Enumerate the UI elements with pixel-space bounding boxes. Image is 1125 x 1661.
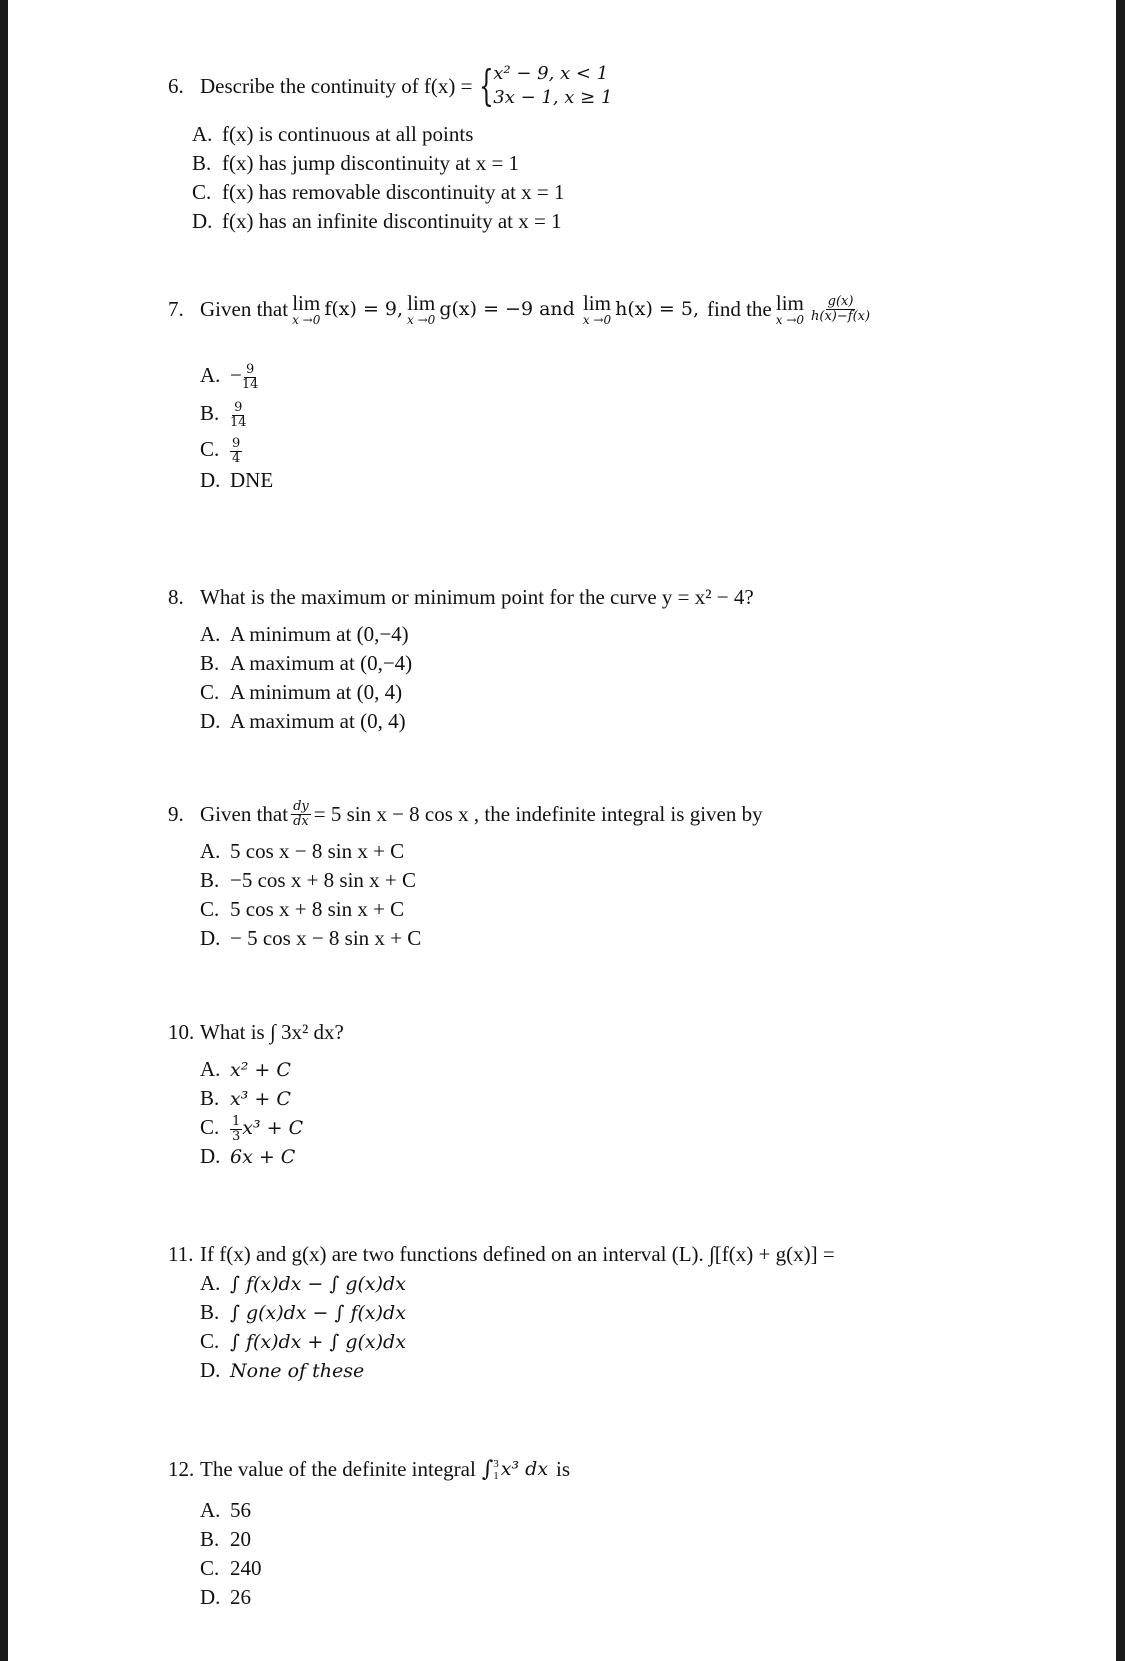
left-page-border <box>0 0 8 1661</box>
limit-target: lim x →0 <box>775 291 805 327</box>
option-b[interactable] <box>192 149 612 178</box>
option-d[interactable] <box>200 1583 570 1612</box>
question-prompt-start: The value of the definite integral <box>200 1457 476 1481</box>
question-10 <box>168 1018 344 1171</box>
option-text: A maximum at (0,−4) <box>230 651 413 675</box>
question-12-stem <box>168 1455 570 1484</box>
question-9 <box>168 800 763 953</box>
options-list <box>200 620 754 736</box>
question-7 <box>168 292 873 495</box>
options-list <box>200 1496 570 1612</box>
option-text: 5 cos x − 8 sin x + C <box>230 839 405 863</box>
option-a[interactable] <box>200 1269 835 1298</box>
option-text: 240 <box>230 1556 262 1580</box>
question-8 <box>168 583 754 736</box>
option-d[interactable] <box>200 1356 835 1385</box>
option-text: x³ + C <box>242 1117 304 1139</box>
integral-limits: 3 1 <box>493 1457 499 1482</box>
option-letter: A. <box>200 1057 221 1081</box>
option-letter: A. <box>200 1271 221 1295</box>
question-12 <box>168 1455 570 1612</box>
option-a[interactable] <box>200 356 873 394</box>
limit-f: lim x →0 <box>292 291 321 327</box>
option-text: None of these <box>230 1360 365 1382</box>
document-page <box>8 0 1116 1661</box>
limit-g-value: g(x) = −9 and <box>439 297 575 320</box>
option-letter: B. <box>200 1300 220 1324</box>
option-text: ∫ f(x)dx − ∫ g(x)dx <box>230 1273 406 1295</box>
piecewise-brace: { <box>478 61 494 110</box>
question-prompt-end: is <box>556 1457 571 1481</box>
question-11-stem <box>168 1240 835 1269</box>
option-sign: − <box>230 363 242 387</box>
option-letter: C. <box>200 680 220 704</box>
option-a[interactable] <box>192 120 612 149</box>
option-d[interactable] <box>200 466 873 495</box>
options-list <box>200 356 873 495</box>
option-text: 26 <box>230 1585 251 1609</box>
piecewise-case-1: x² − 9, x < 1 <box>493 63 609 84</box>
option-b[interactable] <box>200 866 763 895</box>
option-text: DNE <box>230 468 274 492</box>
piecewise-case-2: 3x − 1, x ≥ 1 <box>493 87 613 108</box>
option-d[interactable] <box>192 207 612 236</box>
integral-sign: ∫ <box>481 1457 494 1482</box>
option-letter: C. <box>200 437 220 461</box>
option-fraction: $\frac{9}{4}$ <box>232 435 241 466</box>
piecewise-cases <box>493 62 612 110</box>
option-text: 20 <box>230 1527 251 1551</box>
option-letter: A. <box>200 1498 221 1522</box>
option-text: A minimum at (0,−4) <box>230 622 409 646</box>
option-text: x² + C <box>230 1059 291 1081</box>
question-number: 6. <box>168 73 184 98</box>
question-number: 12. <box>168 1457 195 1481</box>
derivative-fraction: $\frac{dy}{dx}$ <box>293 799 309 829</box>
option-c[interactable] <box>200 1554 570 1583</box>
option-d[interactable] <box>200 707 754 736</box>
option-b[interactable] <box>200 1084 344 1113</box>
option-text: f(x) is continuous at all points <box>222 122 474 146</box>
limit-h: lim x →0 <box>582 291 612 327</box>
option-c[interactable] <box>192 178 612 207</box>
question-number: 11. <box>168 1242 194 1266</box>
question-prompt: What is ∫ 3x² dx? <box>200 1020 344 1044</box>
question-6 <box>168 62 612 236</box>
option-c[interactable] <box>200 432 873 466</box>
option-letter: D. <box>200 1144 221 1168</box>
option-c[interactable] <box>200 1327 835 1356</box>
limit-g: lim x →0 <box>407 291 436 327</box>
question-number: 8. <box>168 585 184 609</box>
option-a[interactable] <box>200 837 763 866</box>
option-letter: D. <box>192 209 213 233</box>
options-list <box>192 120 612 236</box>
options-list <box>200 1055 344 1171</box>
option-b[interactable] <box>200 394 873 432</box>
option-letter: B. <box>192 151 212 175</box>
option-letter: B. <box>200 651 220 675</box>
options-list <box>200 1269 835 1385</box>
question-8-stem <box>168 583 754 612</box>
option-letter: C. <box>192 180 212 204</box>
options-list <box>200 837 763 953</box>
option-c[interactable] <box>200 678 754 707</box>
option-letter: D. <box>200 468 221 492</box>
question-number: 7. <box>168 296 184 321</box>
option-letter: A. <box>200 622 221 646</box>
option-b[interactable] <box>200 1525 570 1554</box>
question-10-stem <box>168 1018 344 1047</box>
option-letter: B. <box>200 1086 220 1110</box>
option-c[interactable] <box>200 1113 344 1142</box>
question-number: 9. <box>168 802 184 826</box>
option-b[interactable] <box>200 1298 835 1327</box>
question-number: 10. <box>168 1020 195 1044</box>
option-a[interactable] <box>200 1496 570 1525</box>
option-text: −5 cos x + 8 sin x + C <box>230 868 417 892</box>
option-letter: A. <box>192 122 213 146</box>
option-text: 5 cos x + 8 sin x + C <box>230 897 405 921</box>
option-a[interactable] <box>200 620 754 649</box>
option-text: f(x) has an infinite discontinuity at x = 1 <box>222 209 562 233</box>
right-page-border <box>1116 0 1125 1661</box>
option-letter: D. <box>200 709 221 733</box>
option-a[interactable] <box>200 1055 344 1084</box>
option-letter: B. <box>200 1527 220 1551</box>
option-letter: C. <box>200 897 220 921</box>
option-text: ∫ g(x)dx − ∫ f(x)dx <box>230 1302 406 1324</box>
option-letter: B. <box>200 868 220 892</box>
limit-f-value: f(x) = 9, <box>324 297 404 320</box>
option-d[interactable] <box>200 1142 344 1171</box>
option-text: A maximum at (0, 4) <box>230 709 406 733</box>
question-prompt-end: = 5 sin x − 8 cos x , the indefinite integral is given by <box>313 802 763 826</box>
option-letter: A. <box>200 839 221 863</box>
option-fraction: $\frac{9}{14}$ <box>241 361 259 392</box>
limit-h-value: h(x) = 5, <box>615 297 699 320</box>
option-d[interactable] <box>200 924 763 953</box>
question-7-stem <box>168 292 873 326</box>
question-prompt: What is the maximum or minimum point for the curve y = x² − 4? <box>200 585 754 609</box>
option-letter: A. <box>200 363 221 387</box>
option-letter: C. <box>200 1556 220 1580</box>
option-text: f(x) has jump discontinuity at x = 1 <box>222 151 520 175</box>
option-text: A minimum at (0, 4) <box>230 680 403 704</box>
limit-fraction: $\frac{g(x)}{h(x)-f(x)}$ <box>811 293 871 324</box>
option-letter: C. <box>200 1115 220 1139</box>
question-prompt: If f(x) and g(x) are two functions defined on an interval (L). ∫[f(x) + g(x)] = <box>200 1242 835 1266</box>
option-letter: D. <box>200 926 221 950</box>
option-letter: C. <box>200 1329 220 1353</box>
option-text: 6x + C <box>230 1146 296 1168</box>
question-prompt-start: Given that <box>200 296 289 321</box>
question-6-stem <box>168 62 612 110</box>
option-text: 56 <box>230 1498 251 1522</box>
option-text: ∫ f(x)dx + ∫ g(x)dx <box>230 1331 406 1353</box>
option-letter: D. <box>200 1585 221 1609</box>
option-letter: B. <box>200 401 220 425</box>
option-c[interactable] <box>200 895 763 924</box>
find-label: find the <box>707 296 772 321</box>
question-prompt: Describe the continuity of f(x) = <box>200 73 473 98</box>
integrand: x³ dx <box>500 1458 549 1480</box>
question-prompt-start: Given that <box>200 802 289 826</box>
option-text: f(x) has removable discontinuity at x = 1 <box>222 180 565 204</box>
option-fraction: $\frac{9}{14}$ <box>230 399 247 430</box>
option-text: x³ + C <box>230 1088 291 1110</box>
option-text: − 5 cos x − 8 sin x + C <box>230 926 422 950</box>
option-b[interactable] <box>200 649 754 678</box>
option-letter: D. <box>200 1358 221 1382</box>
question-11 <box>168 1240 835 1385</box>
option-fraction: $\frac{1}{3}$ <box>232 1113 241 1144</box>
question-9-stem <box>168 800 763 829</box>
